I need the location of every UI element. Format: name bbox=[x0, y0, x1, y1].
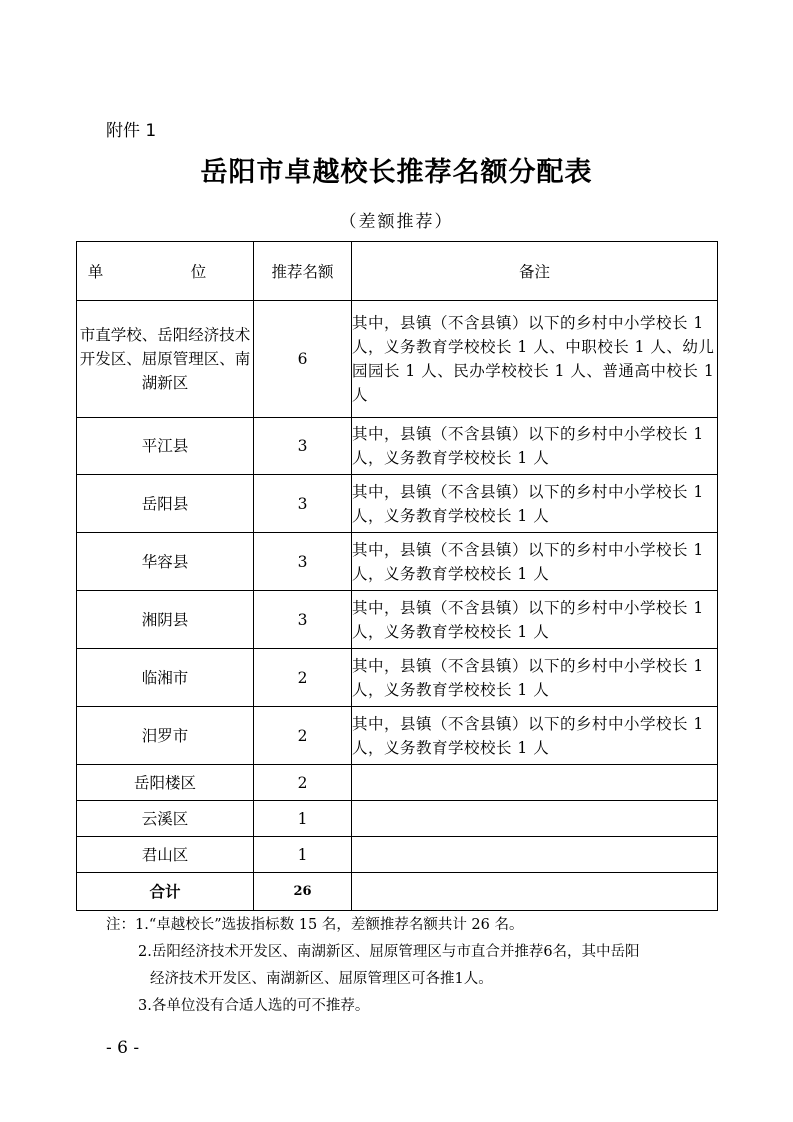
table-header-row bbox=[77, 242, 718, 301]
table-row bbox=[77, 301, 718, 418]
row-quota: 3 bbox=[254, 591, 352, 649]
row-quota: 2 bbox=[254, 765, 352, 801]
row-quota: 1 bbox=[254, 801, 352, 837]
row-unit: 平江县 bbox=[77, 418, 254, 475]
row-unit: 华容县 bbox=[77, 533, 254, 591]
footnote-3: 3.各单位没有合适人选的可不推荐。 bbox=[138, 998, 370, 1014]
row-unit: 云溪区 bbox=[77, 801, 254, 837]
row-quota: 6 bbox=[254, 301, 352, 418]
row-note bbox=[352, 765, 718, 801]
quota-table bbox=[76, 241, 718, 911]
row-quota: 2 bbox=[254, 707, 352, 765]
page-subtitle: （差额推荐） bbox=[339, 212, 454, 232]
row-note: 其中，县镇（不含县镇）以下的乡村中小学校长 1 人，义务教育学校校长 1 人 bbox=[352, 591, 718, 649]
footnote-2-line2: 经济技术开发区、南湖新区、屈原管理区可各推1人。 bbox=[150, 971, 493, 987]
table-total-row bbox=[77, 873, 718, 911]
table-row bbox=[77, 418, 718, 475]
footnote-1-text: 1.“卓越校长”选拔指标数 15 名，差额推荐名额共计 26 名。 bbox=[135, 917, 524, 933]
row-note: 其中，县镇（不含县镇）以下的乡村中小学校长 1 人，义务教育学校校长 1 人 bbox=[352, 707, 718, 765]
total-label: 合计 bbox=[77, 873, 254, 911]
table-row bbox=[77, 475, 718, 533]
footnote-prefix: 注： bbox=[106, 917, 135, 933]
row-unit: 临湘市 bbox=[77, 649, 254, 707]
row-quota: 3 bbox=[254, 475, 352, 533]
page-number: - 6 - bbox=[106, 1038, 140, 1058]
table-row bbox=[77, 591, 718, 649]
table-row bbox=[77, 837, 718, 873]
row-note: 其中，县镇（不含县镇）以下的乡村中小学校长 1 人，义务教育学校校长 1 人 bbox=[352, 418, 718, 475]
row-note bbox=[352, 801, 718, 837]
row-quota: 2 bbox=[254, 649, 352, 707]
table-row bbox=[77, 533, 718, 591]
total-quota: 26 bbox=[254, 873, 352, 911]
row-note: 其中，县镇（不含县镇）以下的乡村中小学校长 1 人，义务教育学校校长 1 人、中职校长 1 人、幼儿园园长 1 人、民办学校校长 1 人、普通高中校长 1 人 bbox=[352, 301, 718, 418]
row-quota: 3 bbox=[254, 533, 352, 591]
footnote-1 bbox=[106, 912, 726, 939]
row-unit: 君山区 bbox=[77, 837, 254, 873]
footnote-2-line1: 2.岳阳经济技术开发区、南湖新区、屈原管理区与市直合并推荐6名，其中岳阳 bbox=[138, 944, 640, 960]
row-unit: 岳阳楼区 bbox=[77, 765, 254, 801]
footnotes bbox=[106, 912, 726, 1020]
header-unit: 单 位 bbox=[77, 242, 254, 301]
attachment-label: 附件 1 bbox=[106, 121, 157, 141]
row-note: 其中，县镇（不含县镇）以下的乡村中小学校长 1 人，义务教育学校校长 1 人 bbox=[352, 475, 718, 533]
row-unit: 市直学校、岳阳经济技术开发区、屈原管理区、南湖新区 bbox=[77, 301, 254, 418]
row-note: 其中，县镇（不含县镇）以下的乡村中小学校长 1 人，义务教育学校校长 1 人 bbox=[352, 533, 718, 591]
header-quota: 推荐名额 bbox=[254, 242, 352, 301]
row-unit: 岳阳县 bbox=[77, 475, 254, 533]
table-row bbox=[77, 801, 718, 837]
total-note bbox=[352, 873, 718, 911]
header-note: 备注 bbox=[352, 242, 718, 301]
row-unit: 湘阴县 bbox=[77, 591, 254, 649]
row-unit: 汨罗市 bbox=[77, 707, 254, 765]
table-row bbox=[77, 649, 718, 707]
row-quota: 1 bbox=[254, 837, 352, 873]
table-row bbox=[77, 707, 718, 765]
row-quota: 3 bbox=[254, 418, 352, 475]
table-row bbox=[77, 765, 718, 801]
page-title: 岳阳市卓越校长推荐名额分配表 bbox=[200, 157, 593, 188]
row-note: 其中，县镇（不含县镇）以下的乡村中小学校长 1 人，义务教育学校校长 1 人 bbox=[352, 649, 718, 707]
row-note bbox=[352, 837, 718, 873]
